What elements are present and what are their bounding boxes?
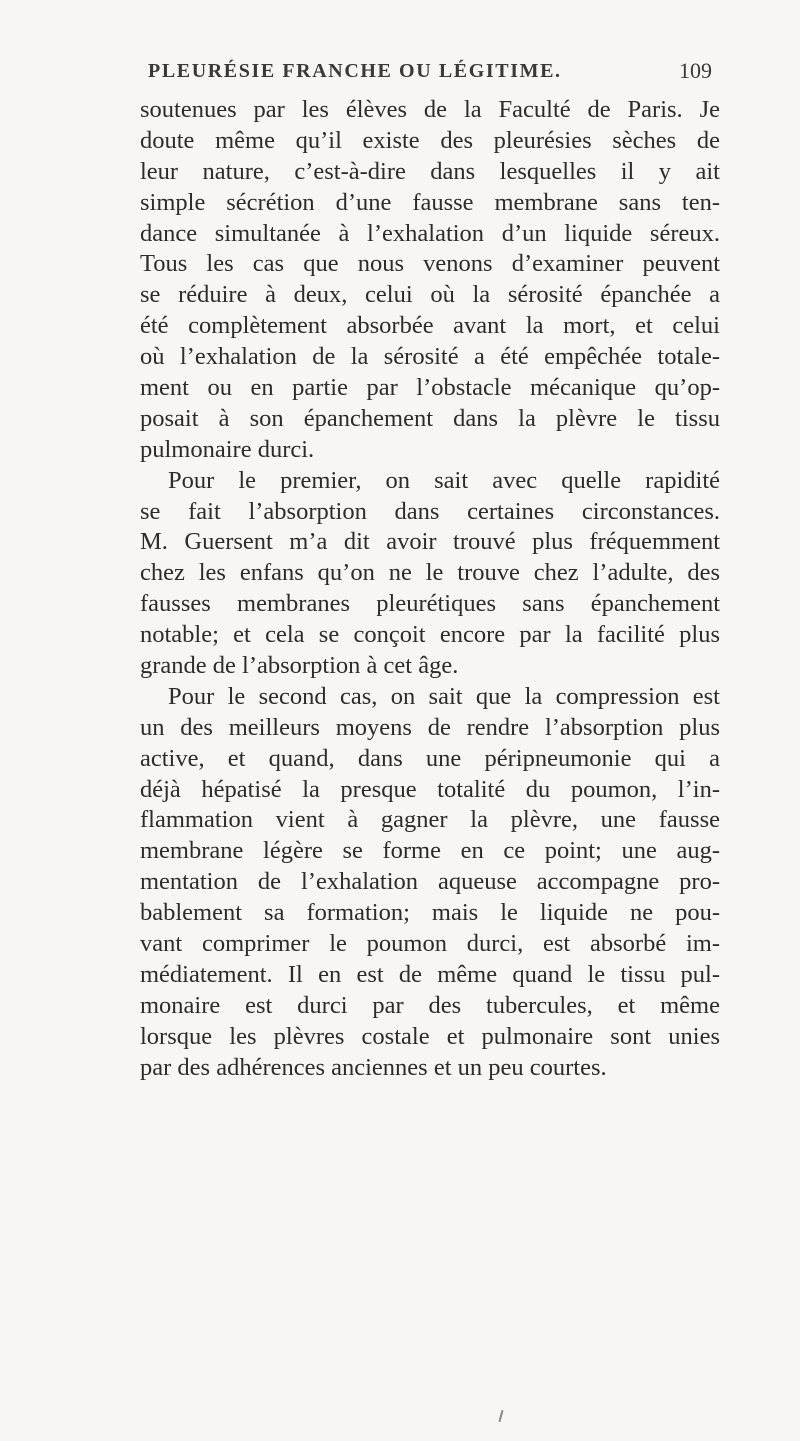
text-line: où l’exhalation de la sérosité a été empêchée totale- — [140, 343, 720, 371]
text-line: déjà hépatisé la presque totalité du poumon, l’in- — [140, 775, 720, 803]
body-text — [140, 95, 720, 1084]
text-line: active, et quand, dans une péripneumonie qui a — [140, 744, 720, 772]
running-head — [148, 56, 712, 86]
text-line: par des adhérences anciennes et un peu courtes. — [140, 1053, 607, 1081]
text-line: été complètement absorbée avant la mort, et celui — [140, 312, 720, 340]
text-line: membrane légère se forme en ce point; une aug- — [140, 837, 720, 865]
text-line: ment ou en partie par l’obstacle mécanique qu’op- — [140, 374, 720, 402]
text-line: fausses membranes pleurétiques sans épanchement — [140, 590, 720, 618]
text-line: un des meilleurs moyens de rendre l’absorption plus — [140, 713, 720, 741]
stray-mark — [498, 1410, 503, 1422]
text-line: se fait l’absorption dans certaines circonstances. — [140, 497, 720, 525]
text-line: mentation de l’exhalation aqueuse accompagne pro- — [140, 868, 720, 896]
text-line: Pour le premier, on sait avec quelle rapidité — [168, 466, 720, 494]
text-line: flammation vient à gagner la plèvre, une fausse — [140, 806, 720, 834]
text-line: Tous les cas que nous venons d’examiner peuvent — [140, 250, 720, 278]
text-line: Pour le second cas, on sait que la compression est — [168, 682, 720, 710]
text-line: vant comprimer le poumon durci, est absorbé im- — [140, 930, 720, 958]
text-line: pulmonaire durci. — [140, 435, 315, 463]
text-line: monaire est durci par des tubercules, et même — [140, 991, 720, 1019]
text-line: dance simultanée à l’exhalation d’un liquide séreux. — [140, 219, 720, 247]
running-title: PLEURÉSIE FRANCHE OU LÉGITIME. — [148, 60, 562, 82]
text-line: posait à son épanchement dans la plèvre le tissu — [140, 404, 720, 432]
text-line: M. Guersent m’a dit avoir trouvé plus fréquemment — [140, 528, 720, 556]
page-number: 109 — [679, 58, 712, 83]
text-line: soutenues par les élèves de la Faculté de Paris. Je — [140, 96, 720, 123]
text-line: lorsque les plèvres costale et pulmonaire sont unies — [140, 1022, 720, 1050]
text-line: se réduire à deux, celui où la sérosité épanchée a — [140, 281, 720, 309]
text-line: bablement sa formation; mais le liquide ne pou- — [140, 899, 720, 927]
text-line: leur nature, c’est-à-dire dans lesquelles il y ait — [140, 157, 720, 185]
text-line: simple sécrétion d’une fausse membrane sans ten- — [140, 188, 720, 216]
text-line: médiatement. Il en est de même quand le tissu pul- — [140, 960, 720, 988]
text-line: notable; et cela se conçoit encore par la facilité plus — [140, 621, 720, 649]
text-line: grande de l’absorption à cet âge. — [140, 652, 459, 680]
text-line: doute même qu’il existe des pleurésies sèches de — [140, 126, 720, 154]
text-line: chez les enfans qu’on ne le trouve chez l’adulte, des — [140, 559, 720, 587]
